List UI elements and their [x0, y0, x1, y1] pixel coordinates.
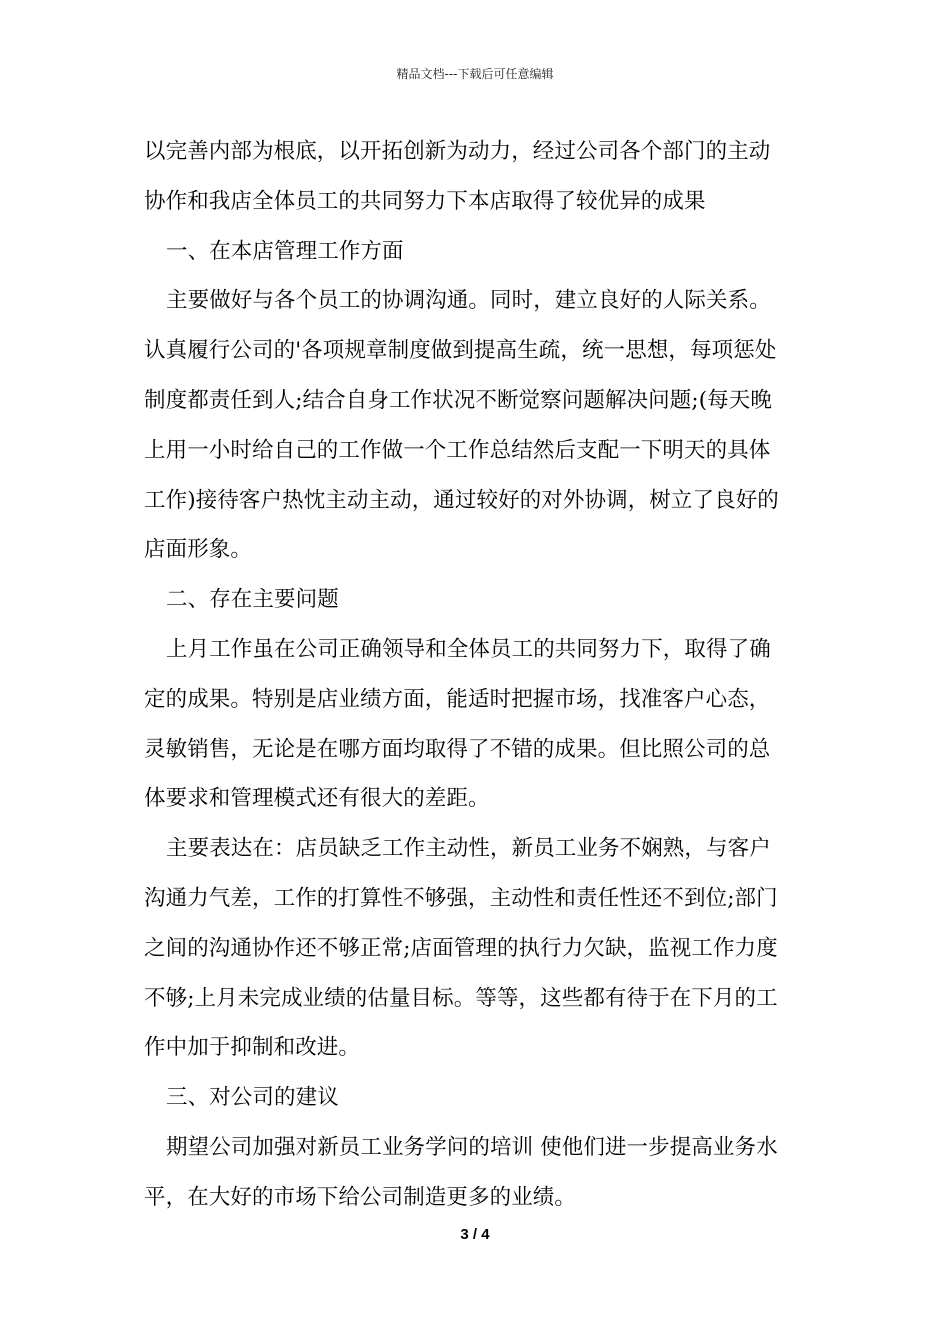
body-line: 灵敏销售，无论是在哪方面均取得了不错的成果。但比照公司的总	[144, 736, 771, 762]
body-line: 主要做好与各个员工的协调沟通。同时，建立良好的人际关系。	[166, 288, 771, 314]
body-line: 期望公司加强对新员工业务学问的培训 使他们进一步提高业务水	[166, 1134, 778, 1160]
body-line: 以完善内部为根底，以开拓创新为动力，经过公司各个部门的主动	[144, 139, 771, 164]
body-line: 定的成果。特别是店业绩方面，能适时把握市场，找准客户心态，	[144, 686, 771, 712]
document-body	[144, 127, 808, 1223]
body-line: 平，在大好的市场下给公司制造更多的业绩。	[144, 1184, 577, 1210]
body-line: 不够;上月未完成业绩的估量目标。等等，这些都有待于在下月的工	[144, 985, 778, 1011]
body-line: 上月工作虽在公司正确领导和全体员工的共同努力下，取得了确	[166, 636, 771, 662]
body-line: 工作)接待客户热忱主动主动，通过较好的对外协调，树立了良好的	[144, 487, 779, 513]
page-header: 精品文档---下载后可任意编辑	[396, 67, 554, 81]
body-line: 体要求和管理模式还有很大的差距。	[144, 786, 490, 812]
section-heading: 一、在本店管理工作方面	[166, 238, 404, 264]
body-line: 店面形象。	[144, 537, 253, 563]
section-heading: 三、对公司的建议	[166, 1085, 339, 1111]
body-line: 协作和我店全体员工的共同努力下本店取得了较优异的成果	[144, 188, 706, 214]
body-line: 制度都责任到人;结合自身工作状况不断觉察问题解决问题;(每天晚	[144, 387, 772, 413]
body-line: 沟通力气差，工作的打算性不够强，主动性和责任性还不到位;部门	[144, 885, 778, 911]
body-line: 上用一小时给自己的工作做一个工作总结然后支配一下明天的具体	[144, 437, 771, 463]
section-heading: 二、存在主要问题	[166, 587, 339, 613]
body-line: 之间的沟通协作还不够正常;店面管理的执行力欠缺，监视工作力度	[144, 935, 778, 961]
body-line: 主要表达在：店员缺乏工作主动性，新员工业务不娴熟，与客户	[166, 836, 771, 862]
body-line: 作中加于抑制和改进。	[144, 1035, 361, 1061]
body-line: 认真履行公司的'各项规章制度做到提高生疏，统一思想，每项惩处	[144, 338, 777, 364]
page-number: 3 / 4	[460, 1226, 490, 1243]
